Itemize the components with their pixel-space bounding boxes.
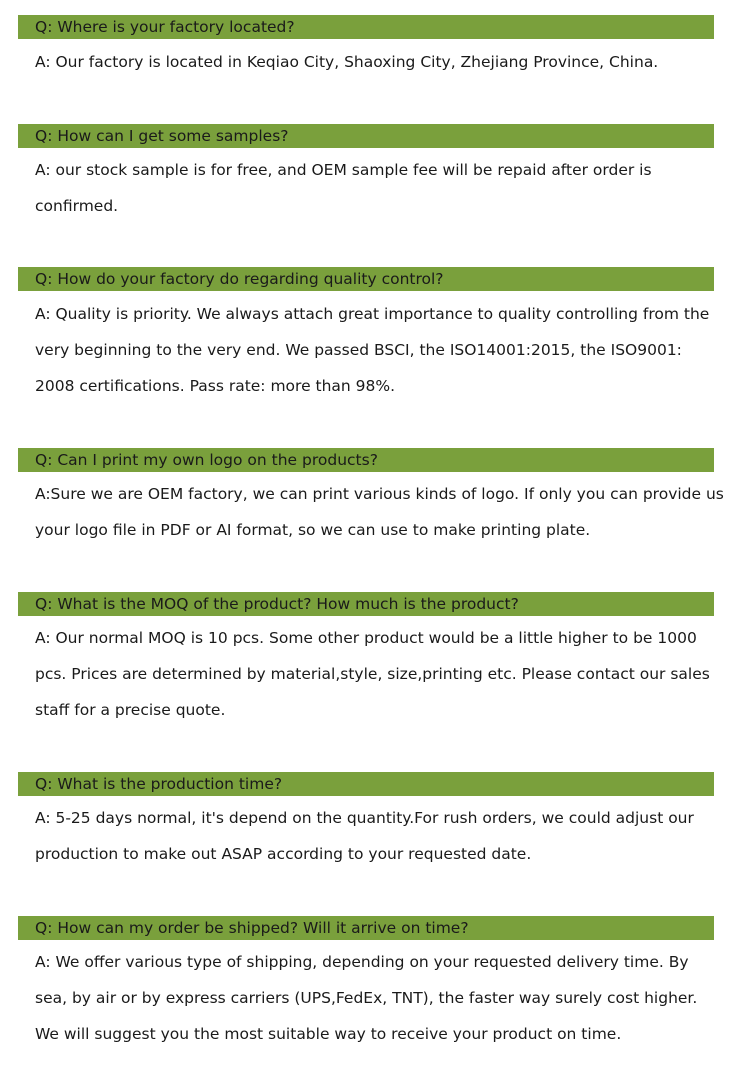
faq-question: Q: How can I get some samples?: [18, 124, 714, 148]
faq-question: Q: Where is your factory located?: [18, 15, 714, 39]
faq-question: Q: Can I print my own logo on the products?: [18, 448, 714, 472]
faq-question: Q: What is the production time?: [18, 772, 714, 796]
faq-answer: A: Our factory is located in Keqiao City, Shaoxing City, Zhejiang Province, China.: [35, 53, 659, 71]
faq-answer: A: Quality is priority. We always attach great importance to quality controlling from the very beginning to the very end. We passed BSCI, the ISO14001:2015, the ISO9001: 2008 certifications. Pass rate: more than 98%.: [35, 305, 710, 395]
faq-answer: A:Sure we are OEM factory, we can print various kinds of logo. If only you can provide us your logo file in PDF or AI format, so we can use to make printing plate.: [35, 485, 724, 539]
faq-answer: A: our stock sample is for free, and OEM sample fee will be repaid after order is confirmed.: [35, 161, 652, 215]
faq-answer: A: 5-25 days normal, it's depend on the quantity.For rush orders, we could adjust our production to make out ASAP according to your requested date.: [35, 809, 694, 863]
faq-question: Q: How do your factory do regarding quality control?: [18, 267, 714, 291]
faq-question: Q: How can my order be shipped? Will it arrive on time?: [18, 916, 714, 940]
faq-answer: A: We offer various type of shipping, depending on your requested delivery time. By sea, by air or by express carriers (UPS,FedEx, TNT), the faster way surely cost higher. We will suggest you the most suitable way to receive your product on time.: [35, 953, 698, 1043]
faq-answer: A: Our normal MOQ is 10 pcs. Some other product would be a little higher to be 1000 pcs. Prices are determined by material,style, size,printing etc. Please contact our sales staff for a precise quote.: [35, 629, 710, 719]
faq-question: Q: What is the MOQ of the product? How much is the product?: [18, 592, 714, 616]
